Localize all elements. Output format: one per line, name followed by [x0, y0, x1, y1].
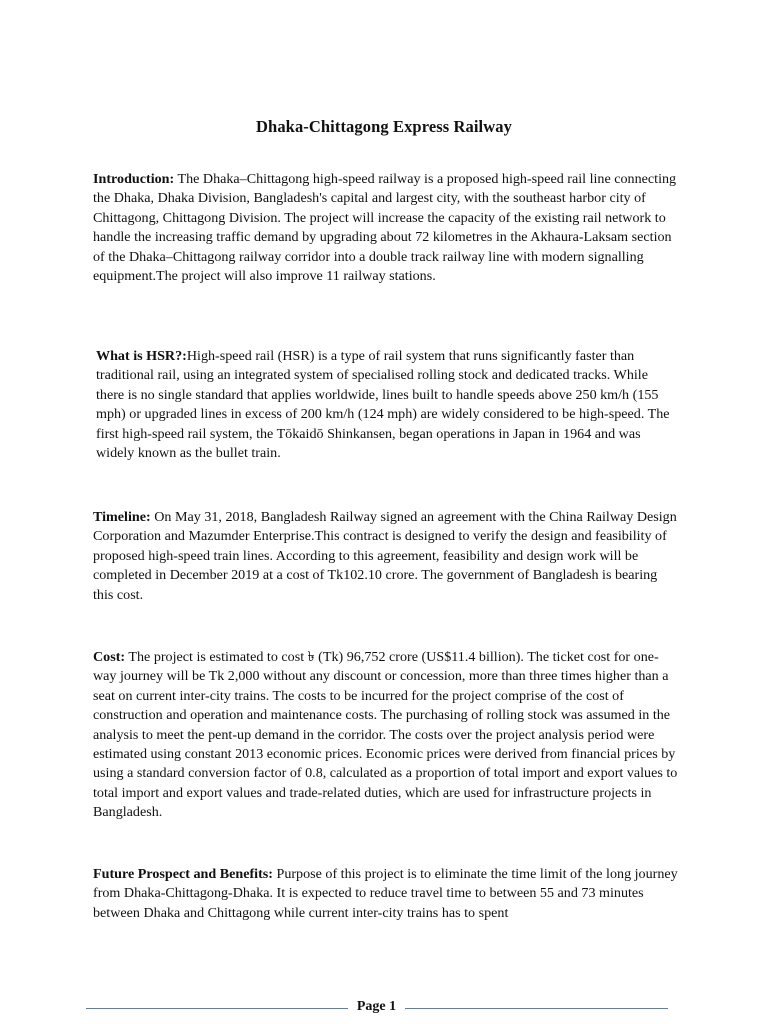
hsr-text: High-speed rail (HSR) is a type of rail system that runs significantly faster than traditional rail, using an integrated system of specialised rolling stock and dedicated tracks. While there is no single standard that applies worldwide, lines built to handle speeds above 250 km/h (155 mph) or upgraded lines in excess of 200 km/h (124 mph) are widely considered to be high-speed. The first high-speed rail system, the Tōkaidō Shinkansen, began operations in Japan in 1964 and was widely known as the bullet train.	[96, 348, 670, 462]
page-number: Page 1	[356, 999, 397, 1014]
cost-text: The project is estimated to cost ৳ (Tk) 96,752 crore (US$11.4 billion). The ticket cost for one-way journey will be Tk 2,000 without any discount or concession, more than three times higher than a seat on current inter-city trains. The costs to be incurred for the project comprise of the cost of construction and operation and maintenance costs. The purchasing of rolling stock was assumed in the analysis to meet the pent-up demand in the corridor. The costs over the project analysis period were estimated using constant 2013 economic prices. Economic prices were derived from financial prices by using a standard conversion factor of 0.8, calculated as a proportion of total import and export values to total import and export values and trade-related duties, which are used for infrastructure projects in Bangladesh.	[93, 649, 678, 821]
timeline-paragraph	[93, 508, 678, 605]
timeline-heading: Timeline:	[93, 509, 151, 525]
future-text: Purpose of this project is to eliminate the time limit of the long journey from Dhaka-Chittagong-Dhaka. It is expected to reduce travel time to between 55 and 73 minutes between Dhaka and Chittagong while current inter-city trains has to spent	[93, 866, 678, 921]
hsr-heading: What is HSR?:	[96, 348, 187, 364]
introduction-text: The Dhaka–Chittagong high-speed railway is a proposed high-speed rail line connecting the Dhaka, Dhaka Division, Bangladesh's capital and largest city, with the southeast harbor city of Chittagong, Chittagong Division. The project will increase the capacity of the existing rail network to handle the increasing traffic demand by upgrading about 72 kilometres in the Akhaura-Laksam section of the Dhaka–Chittagong railway corridor into a double track railway line with modern signalling equipment.The project will also improve 11 railway stations.	[93, 171, 677, 285]
introduction-heading: Introduction:	[93, 171, 175, 187]
cost-heading: Cost:	[93, 649, 126, 665]
future-paragraph	[93, 865, 678, 923]
hsr-paragraph	[96, 347, 678, 463]
future-heading: Future Prospect and Benefits:	[93, 866, 273, 882]
cost-paragraph	[93, 648, 678, 823]
footer-rule-right	[405, 1008, 668, 1009]
document-title: Dhaka-Chittagong Express Railway	[256, 117, 512, 136]
timeline-text: On May 31, 2018, Bangladesh Railway signed an agreement with the China Railway Design Corporation and Mazumder Enterprise.This contract is designed to verify the design and feasibility of proposed high-speed train lines. According to this agreement, feasibility and design work will be completed in December 2019 at a cost of Tk102.10 crore. The government of Bangladesh is bearing this cost.	[93, 509, 677, 603]
footer-rule-left	[86, 1008, 348, 1009]
introduction-paragraph	[93, 170, 678, 286]
